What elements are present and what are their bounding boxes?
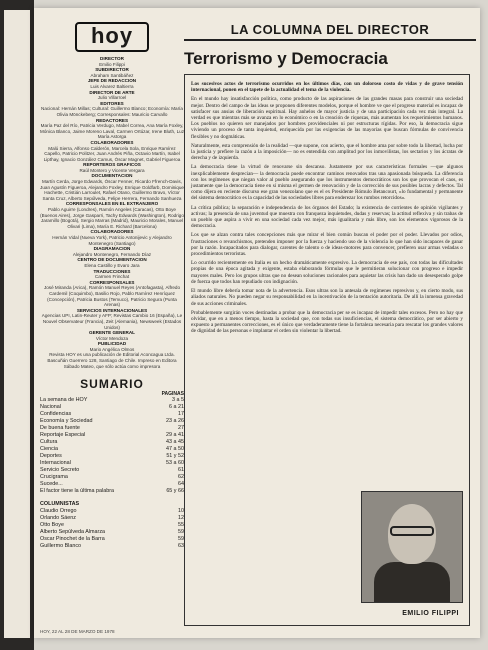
sumario-item: [40, 397, 184, 404]
sumario-item: [40, 481, 184, 488]
sumario-item-page: 17: [178, 411, 184, 418]
sumario-item-label: Sucede...: [40, 481, 63, 488]
masthead: [40, 56, 184, 369]
article-paragraph: La crítica pública; la separación e independencia de los órganos del Estado; la existencia de corrientes de opinión vigilantes y activas; la presencia de una juventud que muestra con franqueza inquietudes, dudas y reservas; la actitud reflexiva y sin trabas de un pueblo que aspira a vivir en una sociedad cada vez mejor, más igualitaria y más libre, son los elementos vigorosos de la democracia.: [191, 204, 463, 230]
masthead-role: SERVICIOS INTERNACIONALES: [76, 307, 148, 313]
columnista-item: [40, 515, 184, 522]
masthead-role: GERENTE GENERAL: [89, 330, 135, 336]
photo-body-shape: [374, 562, 450, 602]
masthead-role: REDACTORES: [95, 117, 129, 123]
sumario-item-label: Confidencias: [40, 411, 72, 418]
sumario-item: [40, 411, 184, 418]
masthead-name: Raúl Montero y Vicente Vergara: [79, 167, 145, 173]
columnista-item: [40, 529, 184, 536]
author-photo: [361, 491, 463, 603]
masthead-role: PUBLICIDAD: [97, 341, 127, 347]
sumario-item-page: 29 a 41: [166, 432, 184, 439]
masthead-role: EDITORES: [100, 100, 124, 106]
masthead-role: SUBDIRECTOR: [95, 67, 129, 73]
masthead-name: Agencias UPI, Latin-Reuter y AFP; Revistas Cambio 16 (España), Le Nouvel Observateur (Francia), Zeit (Alemania), Newsweek (Estados Unidos): [41, 313, 183, 330]
masthead-role: REPORTEROS GRAFICOS: [83, 162, 141, 168]
sumario-item-label: El factor tiene la última palabra: [40, 488, 115, 495]
masthead-role: DOCUMENTACION: [91, 173, 133, 179]
sumario-item-page: 65 y 66: [166, 488, 184, 495]
columnista-item-page: 59: [178, 536, 184, 543]
masthead-role: COLABORADORES: [90, 229, 134, 235]
article-body: [191, 81, 463, 335]
magazine-page: [34, 8, 480, 638]
sumario-item-page: 62: [178, 474, 184, 481]
masthead-name: Nacional: Hernán Millas; Cultural: Guillermo Blanco; Economía: María Olivia Mönckeberg; Corresponsales: Mauricio Carvallo: [41, 106, 183, 117]
issue-date-footer: HOY, 22 AL 28 DE MARZO DE 1978: [40, 629, 115, 634]
columnista-item: [40, 508, 184, 515]
sumario-item: [40, 488, 184, 495]
author-byline: EMILIO FILIPPI: [402, 610, 459, 617]
columnista-item-label: Alberto Sepúlveda Almarza: [40, 529, 106, 536]
masthead-name: Luis Alvarez Baltierra: [90, 83, 134, 89]
masthead-name: María Paz del Río, Patricia Verdugo, Mabel Correa, Ana María Foxley, Mónica Blanco, Jaime Moreno Laval, Carmen Ortúzar, Irene Bluth, Luz María Astorga: [40, 123, 185, 140]
columnista-item-page: 12: [178, 515, 184, 522]
previous-page-edge: [4, 10, 30, 638]
article-headline: Terrorismo y Democracia: [184, 49, 388, 68]
masthead-name: Víctor Mendoza: [95, 335, 129, 341]
columnista-item-label: Otto Boye: [40, 522, 64, 529]
masthead-name: José Miranda (Arica), Ramón Manuel Reyes (Antofagasta), Alfredo Cardemil (Coquimbo), Basilio Rojo, Pablo Ramírez Henríquez (Concepción), Patricia Bustos (Temuco), Patricio Segura (Punta Arenas): [43, 285, 181, 308]
columnista-item-label: Oscar Pinochet de la Barra: [40, 536, 105, 543]
sumario-item-label: Servicio Secreto: [40, 467, 80, 474]
article-paragraph: Lo ocurrido recientemente en Italia es un hecho dramáticamente expresivo. La democracia de ese país, con todas las dificultades propias de una época agitada y exigente, estaba elaborando fórmulas que le permitieran solucionar con progreso e impedir mayores males. Pero los grupos ultras que no desean soluciones racionales para aquietar las crisis han dado un desesperado golpe de fuerza que todos han repudiado con indignación.: [191, 260, 463, 285]
sumario-item-page: 43 a 45: [166, 439, 184, 446]
masthead-name: Emilio Filippi: [99, 61, 125, 67]
masthead-name: Carmen Frinchat: [94, 274, 130, 280]
article-paragraph: En el mundo hay insatisfacción política, como producto de las aspiraciones de las grandes masas para construir una sociedad mejor. Dentro del campo de las ideas se proponen diferentes modelos, porque el hombre ve que el progreso material es incapaz de satisfacer sus ansias de liberación espiritual. Hay anhelos de mayor justicia y de una participación cada vez más integral. La verdad es que mientras más se avanza en lo económico o en la creación de riquezas, más aumentan los requerimientos humanos. Los pueblos no quieren ser manejados por hombres providenciales ni por estructuras rígidas. Por eso, la democracia sigue viviendo un proceso de tanta inquietud, enriquecida por las exigencias de las mayorías que buscan fórmulas de convivencia flexibles y no dogmáticas.: [191, 96, 463, 140]
right-column: [184, 22, 476, 634]
sumario-item-label: Reportaje Especial: [40, 432, 86, 439]
sumario-item-label: Nacional: [40, 404, 61, 411]
sumario-item-page: 27: [178, 425, 184, 432]
hoy-logo: hoy: [75, 22, 149, 52]
sumario-item: [40, 460, 184, 467]
photo-glasses-shape: [390, 526, 434, 536]
sumario-item: [40, 446, 184, 453]
sumario-item-page: 53 a 60: [166, 460, 184, 467]
masthead-name: Pablo Aguirre (Londres), Ramón Angeles (Caracas), Otto Boye (Buenos Aires), Jorge Gasparri, Tachy Edwards (Washington), Rodrigo Jaramillo (Bogotá), Sergio Marras (Madrid), Mauricio Morales, Manuel Olivari (Lima), María E. Richard (Barcelona): [40, 207, 184, 229]
sumario-item-page: 23 a 26: [166, 418, 184, 425]
masthead-role: JEFE DE REDACCION: [87, 78, 137, 84]
article-box: [184, 74, 470, 626]
sumario-item: [40, 404, 184, 411]
masthead-role: TRADUCCIONES: [93, 268, 131, 274]
masthead-role: COLABORADORES: [90, 139, 134, 145]
masthead-name: Mario Angélica Olmos: [89, 346, 135, 352]
masthead-role: CORRESPONSALES: [89, 279, 135, 285]
column-header: LA COLUMNA DEL DIRECTOR: [184, 22, 476, 41]
masthead-role: DIRECTOR DE ARTE: [89, 89, 135, 95]
sumario-item: [40, 474, 184, 481]
left-column: [40, 22, 184, 634]
columnista-item: [40, 536, 184, 543]
article-paragraph: Naturalmente, esta comprensión de la realidad —que supone, con acierto, que el hombre ama por sobre todo la libertad, lucha por la justicia y prefiere la razón a la imposición— no es entendida con amplitud por los inmovilistas, los sectarios y los ácratas de derecha y de izquierda.: [191, 142, 463, 162]
columnistas-list: [40, 508, 184, 550]
masthead-role: DIRECTOR: [100, 56, 124, 61]
sumario-list: [40, 397, 184, 495]
columnista-item-page: 59: [178, 529, 184, 536]
columnista-item-label: Guillermo Blanco: [40, 543, 82, 550]
masthead-name: Martín Cerda, Jorge Edwards, Óscar Fenner, Ricardo Ffrench-Davis, Juan Agustín Figueroa, Alejandro Foxley, Enrique Goldfarb, Dominique Hachette, Cristián Larroulet, Rafael Otano, Guillermo Bravo, Víctor Santa Cruz, Alberto Sepúlveda, Felipe Herrera, Fernando Sanhueza: [40, 179, 184, 201]
article-paragraph: El mundo libre debería tomar nota de la advertencia. Esos ultras son la antesala de regímenes represivos y, en cierto modo, sus aliados naturales. No pueden negar su responsabilidad en la incentivación de la tentación autoritaria. De allí la inmensa gravedad de sus acciones criminales.: [191, 288, 463, 307]
article-paragraph: Los sucesivos actos de terrorismo ocurridos en los últimos días, con un doloroso costo de vidas y de grave tensión internacional, ponen en el tapete de la actualidad el tema de la violencia.: [191, 81, 463, 94]
columnista-item-page: 55: [178, 522, 184, 529]
sumario-item: [40, 425, 184, 432]
sumario-title: SUMARIO: [80, 377, 144, 392]
sumario-item-page: 3 a 5: [172, 397, 184, 404]
masthead-role: DIAGRAMACION: [93, 246, 131, 252]
sumario-item: [40, 467, 184, 474]
masthead-name: Alejandro Montenegro, Fernando Díaz: [72, 251, 152, 257]
sumario-item-page: 47 a 50: [166, 446, 184, 453]
columnistas-title: COLUMNISTAS: [40, 501, 80, 508]
masthead-role: CORRESPONSALES EN EL EXTRANJERO: [65, 201, 159, 207]
masthead-name: Elena Castillo y Evaro Jara: [84, 262, 140, 268]
masthead-name: Abraham Santibáñez: [90, 72, 134, 78]
sumario-item: [40, 439, 184, 446]
sumario-item-label: Crucigrama: [40, 474, 68, 481]
columnista-item-label: Orlando Sáenz: [40, 515, 76, 522]
sumario-item-page: 51 y 52: [166, 453, 184, 460]
sumario-item: [40, 432, 184, 439]
sumario-item-label: Internacional: [40, 460, 71, 467]
sumario-item-page: 61: [178, 467, 184, 474]
article-paragraph: Probablemente surgirán voces destinadas a probar que la democracia per se es incapaz de impedir tales excesos. Pero no hay que olvidar, que en a menos tiempo, hasta la sociedad que, con todas sus insuficiencias, el sistema democrático, por ser abierto y expuesto a permanentes correcciones, es el único que verdaderamente tiene la fortaleza necesaria para rescatar los grandes valores de dignidad de las personas e implantar el orden sin violentar la libertad.: [191, 309, 463, 335]
sumario-item-label: Economía y Sociedad: [40, 418, 93, 425]
sumario-item-page: 64: [178, 481, 184, 488]
sumario-item-label: Cultura: [40, 439, 58, 446]
columnista-item-page: 63: [178, 543, 184, 550]
masthead-name: Malú Sierra, Alfonso Calderón, Marcela Sola, Enrique Ramírez Capello, Patricio Politzer, Juan Andrés Piña, Octavio Martín, Isabel Lipthay, Ignacio González Camus, Óscar Magnet, Gabriel Figueroa: [43, 145, 181, 162]
columnista-item-label: Claudio Orrego: [40, 508, 77, 515]
sumario-item: [40, 453, 184, 460]
columnista-item-page: 10: [178, 508, 184, 515]
article-paragraph: La democracia tiene la virtud de renovarse sin descanso. Justamente por sus características formales —que algunos inexplicablemente desprecian— la democracia puede encontrar caminos renovados tras una apasionada búsqueda. La diferencia con los regímenes que niegan valor al pueblo asegurando que los instrumentos democráticos son los que provocan el caos, es justamente que la democracia tiene en sí misma el germen de renovación y de la corrección de sus posibles lacras y defectos. Tal como dijera en reciente discurso ese gran venezolano que es el ex Presidente Rómulo Betancourt, «lo fundamental y permanente del sistema democrático es la capacidad de las sociedades libres para enderezar los rumbos retorcidos».: [191, 164, 463, 202]
sumario-item-label: Ciencia: [40, 446, 58, 453]
sumario-item-page: 6 a 21: [169, 404, 184, 411]
sumario-item-label: La semana de HOY: [40, 397, 88, 404]
masthead-role: CENTRO DE DOCUMENTACION: [77, 257, 147, 263]
sumario-pages-label: PAGINAS: [161, 391, 184, 398]
sumario-item-label: De buena fuente: [40, 425, 80, 432]
masthead-name: Hernán Vidal (Nueva York), Patricio Antonijevic y Alejandro Montenegro (Santiago): [52, 235, 172, 246]
columnista-item: [40, 543, 184, 550]
sumario-item: [40, 418, 184, 425]
article-paragraph: Los que se alzan contra tales concepciones más que mirar el bien común buscan el poder por el poder. Llevados por odios, frustraciones o revanchismos, pretenden imponer por la fuerza y haciendo uso de la violencia lo que han sido incapaces de ganar por la razón. Incapacitados para dialogar, carentes de talento o de ideas-motores para convencer, prefieren usar armas vedadas o procedimientos terroristas.: [191, 232, 463, 258]
masthead-name: Revista HOY es una publicación de Editorial Aconcagua Ltda. Bascuñán Guerrero 128, Santiago de Chile. Impreso en Editora Sábado Mateo, que sólo actúa como impresora: [47, 352, 177, 369]
sumario-item-label: Deportes: [40, 453, 62, 460]
columnista-item: [40, 522, 184, 529]
masthead-name: Julio Villarroel: [97, 95, 127, 101]
